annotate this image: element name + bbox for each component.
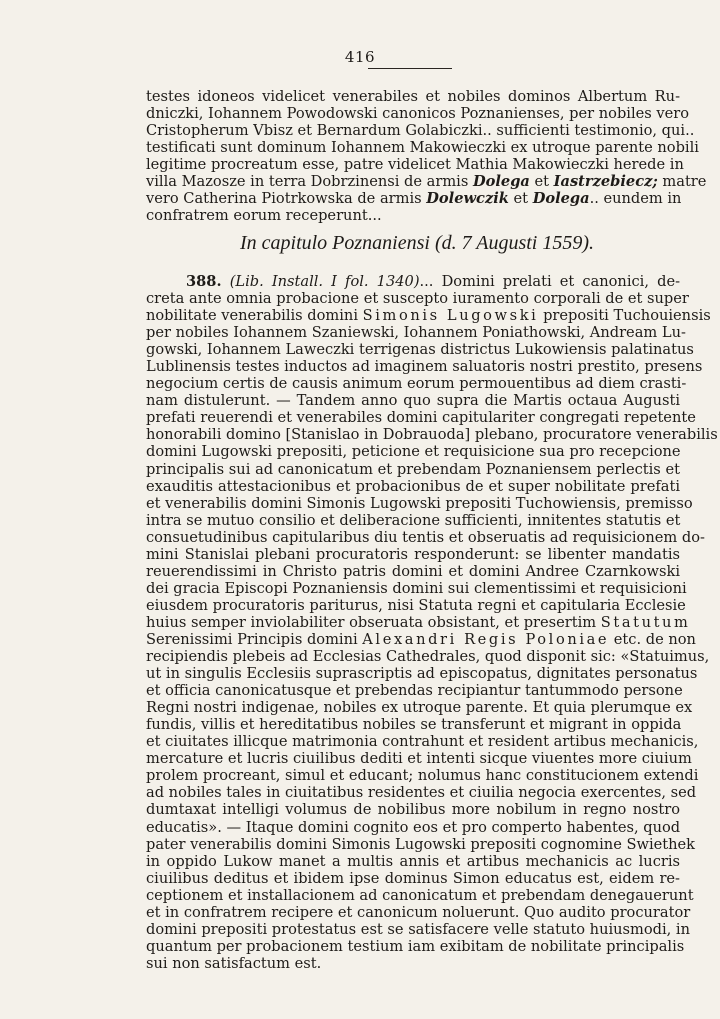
text-line: ad nobiles tales in ciuitatibus residentes et ciuilia negocia exercentes, sed — [146, 784, 697, 802]
text-line: creta ante omnia probacione et suscepto iuramento corporali de et super — [146, 290, 689, 308]
text-line: Serenissimi Principis domini Alexandri Regis Poloniae etc. de non — [146, 630, 696, 648]
text-line: gowski, Iohannem Laweczki terrigenas districtus Lukowiensis palatinatus — [146, 341, 694, 359]
page-number-rule — [368, 68, 452, 69]
text-line: et ciuitates illicque matrimonia contrahunt et resident artibus mechanicis, — [146, 733, 699, 751]
text-line: vero Catherina Piotrkowska de armis Dolewczik et Dolega.. eundem in — [146, 190, 682, 208]
text-line: consuetudinibus capitularibus diu tentis et obseruatis ad requisicionem do- — [146, 528, 705, 546]
text-line: sui non satisfactum est. — [146, 954, 322, 972]
text-line: et officia canonicatusque et prebendas recipiantur tantummodo persone — [146, 682, 683, 700]
text-line: domini Lugowski prepositi, peticione et requisicione sua pro recepcione — [146, 443, 681, 461]
text-line: reuerendissimi in Christo patris domini et domini Andree Czarnkowski — [146, 562, 680, 580]
entry-number: 388. — [186, 273, 222, 290]
text-line: eiusdem procuratoris pariturus, nisi Statuta regni et capitularia Ecclesie — [146, 596, 686, 614]
text-line: domini prepositi protestatus est se satisfacere velle statuto huiusmodi, in — [146, 920, 691, 938]
text-line: recipiendis plebeis ad Ecclesias Cathedrales, quod disponit sic: «Statuimus, — [146, 648, 710, 666]
text-line: pater venerabilis domini Simonis Lugowski prepositi cognomine Swiethek — [146, 835, 696, 853]
text-line: in oppido Lukow manet a multis annis et artibus mechanicis ac lucris — [146, 852, 680, 870]
text-line: ciuilibus deditus et ibidem ipse dominus Simon educatus est, eidem re- — [146, 869, 680, 887]
text-line: ut in singulis Ecclesiis suprascriptis ad episcopatus, dignitates personatus — [146, 665, 698, 683]
text-line: huius semper inviolabiliter obseruata obsistant, et presertim Statutum — [146, 613, 691, 631]
text-line: et in confratrem recipere et canonicum noluerunt. Quo audito procurator — [146, 903, 691, 921]
text-line: exauditis attestacionibus et probacionibus de et super nobilitate prefati — [146, 477, 680, 495]
page-number: 416 — [344, 48, 376, 66]
text-line: 388. (Lib. Install. I fol. 1340)... Domini prelati et canonici, de- — [186, 273, 681, 290]
text-line: fundis, villis et hereditatibus nobiles se transferunt et migrant in oppida — [146, 716, 682, 734]
text-line: negocium certis de causis animum eorum permouentibus ad diem crasti- — [146, 375, 687, 393]
paragraph-continuation — [146, 88, 707, 225]
text-line: dumtaxat intelligi volumus de nobilibus more nobilum in regno nostro — [146, 801, 680, 819]
source-reference: (Lib. Install. I fol. 1340) — [229, 273, 420, 290]
text-line: mini Stanislai plebani procuratoris responderunt: se libenter mandatis — [146, 545, 680, 563]
text-line: mercature et lucris ciuilibus dediti et intenti sicque viuentes more ciuium — [146, 750, 692, 768]
text-line: Lublinensis testes inductos ad imaginem saluatoris nostri prestito, presens — [146, 358, 703, 376]
text-line: Regni nostri indigenae, nobiles ex utroque parente. Et quia plerumque ex — [146, 699, 693, 717]
text-line: per nobiles Iohannem Szaniewski, Iohannem Poniathowski, Andream Lu- — [146, 324, 686, 342]
text-line: et venerabilis domini Simonis Lugowski prepositi Tuchowiensis, premisso — [146, 494, 693, 512]
text-line: principalis sui ad canonicatum et prebendam Poznaniensem perlectis et — [146, 460, 680, 478]
text-line: quantum per probacionem testium iam exibitam de nobilitate principalis — [146, 937, 685, 955]
text-line: nam distulerunt. — Tandem anno quo supra die Martis octaua Augusti — [146, 392, 680, 410]
text-line: ceptionem et installacionem ad canonicatum et prebendam denegauerunt — [146, 886, 694, 904]
paragraph-388 — [146, 273, 718, 972]
text-line: confratrem eorum receperunt... — [146, 207, 382, 225]
text-line: legitime procreatum esse, patre videlicet Mathia Makowieczki herede in — [146, 156, 684, 174]
text-line: educatis». — Itaque domini cognito eos et pro comperto habentes, quod — [146, 818, 681, 836]
section-heading: In capitulo Poznaniensi (d. 7 Augusti 1559). — [239, 232, 595, 254]
text-line: villa Mazosze in terra Dobrzinensi de armis Dolega et Iastrzebiecz; matre — [146, 173, 707, 191]
text-line: prolem procreant, simul et educant; nolumus hanc constitucionem extendi — [146, 767, 699, 785]
text-line: prefati reuerendi et venerabiles domini capitulariter congregati repetente — [146, 409, 696, 427]
text-line: testes idoneos videlicet venerabiles et nobiles dominos Albertum Ru- — [146, 88, 680, 105]
text-line: nobilitate venerabilis domini Simonis Lugowski prepositi Tuchouiensis — [146, 307, 711, 325]
text-line: testificati sunt dominum Iohannem Makowieczki ex utroque parente nobili — [146, 139, 699, 157]
text-line: dei gracia Episcopi Poznaniensis domini sui clementissimi et requisicioni — [146, 579, 687, 597]
text-line: intra se mutuo consilio et deliberacione sufficienti, innitentes statutis et — [146, 511, 681, 529]
text-line: honorabili domino [Stanislao in Dobrauoda] plebano, procuratore venerabilis — [146, 426, 718, 444]
text-line: dniczki, Iohannem Powodowski canonicos Poznanienses, per nobiles vero — [146, 105, 690, 123]
text-line: Cristopherum Vbisz et Bernardum Golabiczki.. sufficienti testimonio, qui.. — [146, 122, 695, 140]
